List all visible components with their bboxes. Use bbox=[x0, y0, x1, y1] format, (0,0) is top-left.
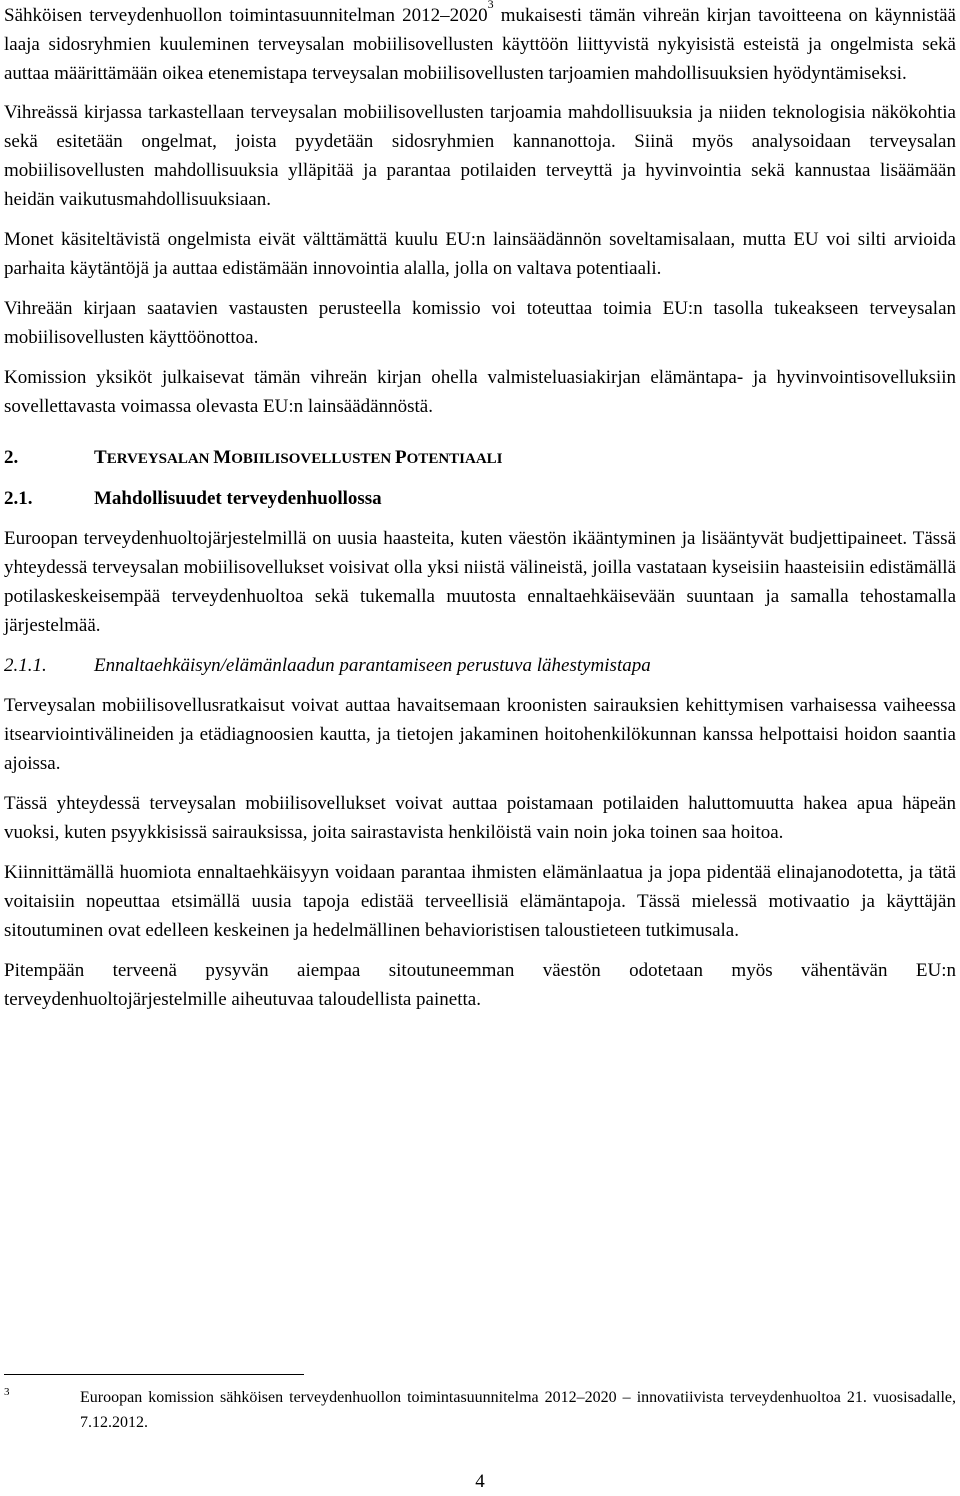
section-2-1-1-number: 2.1.1. bbox=[4, 655, 47, 676]
section-2-title: TERVEYSALAN MOBIILISOVELLUSTEN POTENTIAALI bbox=[94, 447, 503, 468]
intro-text-end: mukaisesti tämän vihreän kirjan tavoitteena on käynnistää laaja sidosryhmien kuuleminen terveysalan mobiilisovellusten käyttöön liittyvistä nykyisistä esteistä ja ongelmista sekä auttaa määrittämään oikea etenemistapa terveysalan mobiilisovellusten tarjoamien mahdollisuuksien hyödyntämiseksi. bbox=[4, 5, 956, 84]
section-2-1-number: 2.1. bbox=[4, 488, 33, 509]
paragraph-eu-legislation: Monet käsiteltävistä ongelmista eivät välttämättä kuulu EU:n lainsäädännön soveltamisalaan, mutta EU voi silti arvioida parhaita käytäntöjä ja auttaa edistämään innovointia alalla, jolla on valtava potentiaali. bbox=[4, 229, 956, 279]
page-number: 4 bbox=[475, 1471, 485, 1492]
section-2-1-1-title: Ennaltaehkäisyn/elämänlaadun parantamiseen perustuva lähestymistapa bbox=[94, 655, 651, 676]
paragraph-economic-pressure: Pitempään terveenä pysyvän aiempaa sitoutuneemman väestön odotetaan myös vähentävän EU:n terveydenhuoltojärjestelmille aiheutuvaa taloudellista painetta. bbox=[4, 960, 956, 1010]
footnote-item bbox=[4, 1385, 956, 1435]
section-2-1-heading bbox=[4, 484, 956, 513]
section-2-1-1-heading bbox=[4, 651, 956, 680]
intro-paragraph bbox=[4, 1, 956, 88]
paragraph-health-systems: Euroopan terveydenhuoltojärjestelmillä on uusia haasteita, kuten väestön ikääntyminen ja lisääntyvät budjettipaineet. Tässä yhteydessä terveysalan mobiilisovellukset voisivat olla yksi niistä välineistä, joilla vastataan kyseisiin haasteisiin edistämällä potilaskeskeisempää terveydenhuoltoa sekä tukemalla muutosta ennaltaehkäisevään suuntaan ja samalla tehostamalla järjestelmää. bbox=[4, 528, 956, 636]
document-page bbox=[4, 1, 956, 1025]
section-2-number: 2. bbox=[4, 447, 19, 468]
footnote-divider bbox=[4, 1374, 304, 1375]
section-2-1-title: Mahdollisuudet terveydenhuollossa bbox=[94, 488, 382, 509]
footnote-mark: 3 bbox=[4, 1386, 10, 1398]
footnotes bbox=[4, 1374, 956, 1435]
footnote-text: Euroopan komission sähköisen terveydenhuollon toimintasuunnitelma 2012–2020 – innovatiivista terveydenhuoltoa 21. vuosisadalle, 7.12.2012. bbox=[80, 1389, 956, 1431]
intro-text-start: Sähköisen terveydenhuollon toimintasuunnitelman 2012–2020 bbox=[4, 5, 488, 26]
paragraph-early-detection: Terveysalan mobiilisovellusratkaisut voivat auttaa havaitsemaan kroonisten sairauksien kehittymisen varhaisessa vaiheessa itsearviointivälineiden ja etädiagnoosien kautta, ja tietojen jakaminen hoitohenkilökunnan kanssa helpottaisi hoidon saantia ajoissa. bbox=[4, 695, 956, 774]
paragraph-green-paper-scope: Vihreässä kirjassa tarkastellaan terveysalan mobiilisovellusten tarjoamia mahdollisuuksia ja niiden teknologisia näkökohtia sekä esitetään ongelmat, joista pyydetään sidosryhmien kannanottoja. Siinä myös analysoidaan terveysalan mobiilisovellusten mahdollisuuksia ylläpitää ja parantaa potilaiden terveyttä ja hyvinvointia sekä kannustaa lisäämään heidän vaikutusmahdollisuuksiaan. bbox=[4, 102, 956, 210]
paragraph-responses: Vihreään kirjaan saatavien vastausten perusteella komissio voi toteuttaa toimia EU:n tasolla tukeakseen terveysalan mobiilisovellusten käyttöönottoa. bbox=[4, 298, 956, 348]
section-2-heading bbox=[4, 443, 956, 474]
footnote-reference[interactable]: 3 bbox=[487, 0, 494, 11]
paragraph-stigma: Tässä yhteydessä terveysalan mobiilisovellukset voivat auttaa poistamaan potilaiden haluttomuutta hakea apua häpeän vuoksi, kuten psyykkisissä sairauksissa, joita sairastavista henkilöistä vain noin joka toinen saa hoitoa. bbox=[4, 793, 956, 843]
paragraph-staff-working-document: Komission yksiköt julkaisevat tämän vihreän kirjan ohella valmisteluasiakirjan elämäntapa- ja hyvinvointisovelluksiin sovellettavasta voimassa olevasta EU:n lainsäädännöstä. bbox=[4, 367, 956, 417]
paragraph-prevention: Kiinnittämällä huomiota ennaltaehkäisyyn voidaan parantaa ihmisten elämänlaatua ja jopa pidentää elinajanodotetta, ja tätä voitaisiin nopeuttaa etsimällä uusia tapoja edistää terveellisiä elämäntapoja. Tässä mielessä motivaatio ja käyttäjän sitoutuminen ovat edelleen keskeinen ja hedelmällinen behavioristisen taloustieteen tutkimusala. bbox=[4, 862, 956, 941]
